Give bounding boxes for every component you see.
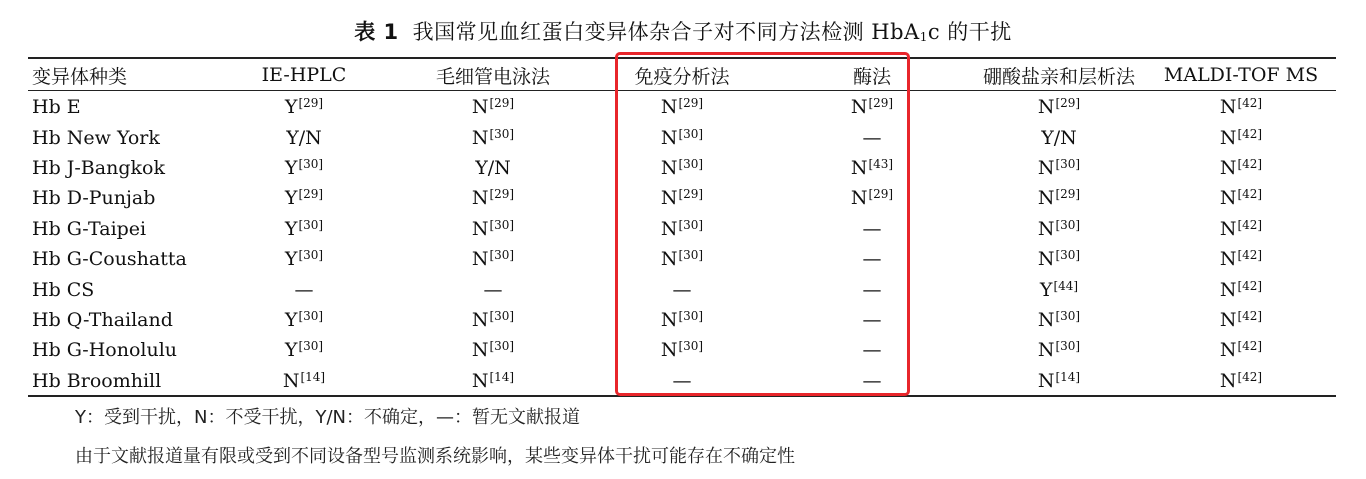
result-value: N bbox=[660, 126, 678, 149]
reference-citation: [14] bbox=[1055, 369, 1081, 384]
result-value: N bbox=[1219, 308, 1237, 331]
result-value: N bbox=[1037, 339, 1055, 362]
reference-citation: [42] bbox=[1237, 217, 1263, 232]
result-value: N bbox=[471, 339, 489, 362]
result-cell bbox=[972, 90, 1146, 122]
result-value: N bbox=[471, 217, 489, 240]
result-value: N bbox=[471, 126, 489, 149]
result-cell bbox=[394, 335, 592, 365]
result-value: N bbox=[1219, 248, 1237, 271]
result-cell bbox=[972, 335, 1146, 365]
result-cell bbox=[972, 274, 1146, 304]
reference-citation: [29] bbox=[1055, 96, 1081, 111]
result-value: N bbox=[1219, 156, 1237, 179]
result-cell bbox=[1146, 274, 1336, 304]
reference-citation: [30] bbox=[678, 248, 704, 263]
table-title bbox=[0, 16, 1366, 46]
reference-citation: [29] bbox=[1055, 187, 1081, 202]
col-header-maldi-tof-ms: MALDI-TOF MS bbox=[1163, 64, 1319, 86]
result-value: — bbox=[862, 217, 882, 240]
result-value: N bbox=[282, 369, 300, 392]
result-cell bbox=[972, 122, 1146, 152]
reference-citation: [42] bbox=[1237, 369, 1263, 384]
result-value: — bbox=[294, 278, 314, 301]
col-header-enzymatic: 酶法 bbox=[852, 65, 891, 88]
result-value: Y bbox=[1039, 278, 1053, 301]
reference-citation: [29] bbox=[489, 96, 515, 111]
result-value: N bbox=[1037, 308, 1055, 331]
highlight-box bbox=[615, 52, 910, 396]
result-value: Y bbox=[284, 217, 298, 240]
title-text-end: c 的干扰 bbox=[927, 20, 1012, 44]
result-value: Y bbox=[284, 156, 298, 179]
result-cell bbox=[1146, 122, 1336, 152]
variant-name: Hb E bbox=[32, 96, 81, 119]
result-cell bbox=[1146, 305, 1336, 335]
reference-citation: [30] bbox=[1055, 339, 1081, 354]
result-value: N bbox=[1219, 187, 1237, 210]
result-value: N bbox=[1219, 96, 1237, 119]
variant-name: Hb CS bbox=[32, 278, 95, 301]
result-value: — bbox=[862, 369, 882, 392]
reference-citation: [30] bbox=[489, 308, 515, 323]
result-value: — bbox=[862, 308, 882, 331]
result-value: N bbox=[471, 308, 489, 331]
result-cell bbox=[214, 153, 394, 183]
reference-citation: [30] bbox=[1055, 217, 1081, 232]
reference-citation: [42] bbox=[1237, 156, 1263, 171]
reference-citation: [42] bbox=[1237, 126, 1263, 141]
reference-citation: [42] bbox=[1237, 187, 1263, 202]
result-cell bbox=[972, 183, 1146, 213]
result-value: N bbox=[1037, 96, 1055, 119]
result-value: Y/N bbox=[286, 126, 322, 149]
reference-citation: [30] bbox=[298, 156, 324, 171]
reference-citation: [14] bbox=[489, 369, 515, 384]
result-cell bbox=[394, 153, 592, 183]
result-cell bbox=[214, 274, 394, 304]
result-cell bbox=[972, 214, 1146, 244]
result-value: — bbox=[483, 278, 503, 301]
result-value: Y bbox=[284, 96, 298, 119]
reference-citation: [43] bbox=[868, 156, 894, 171]
result-cell bbox=[972, 366, 1146, 396]
result-cell bbox=[214, 122, 394, 152]
result-cell bbox=[394, 366, 592, 396]
result-cell bbox=[214, 183, 394, 213]
variant-name: Hb D-Punjab bbox=[32, 187, 156, 210]
result-value: Y bbox=[284, 308, 298, 331]
title-text: 我国常见血红蛋白变异体杂合子对不同方法检测 HbA bbox=[412, 20, 920, 44]
result-value: N bbox=[660, 156, 678, 179]
result-value: — bbox=[672, 369, 692, 392]
variant-name: Hb Broomhill bbox=[32, 369, 162, 392]
variant-name: Hb Q-Thailand bbox=[32, 308, 173, 331]
result-value: N bbox=[471, 248, 489, 271]
col-header-capillary-electrophoresis: 毛细管电泳法 bbox=[435, 65, 550, 88]
result-value: — bbox=[862, 339, 882, 362]
result-value: N bbox=[660, 308, 678, 331]
result-cell bbox=[214, 244, 394, 274]
reference-citation: [30] bbox=[298, 339, 324, 354]
result-value: N bbox=[660, 339, 678, 362]
reference-citation: [30] bbox=[1055, 156, 1081, 171]
reference-citation: [30] bbox=[1055, 308, 1081, 323]
variant-name: Hb G-Coushatta bbox=[32, 248, 187, 271]
result-value: Y bbox=[284, 339, 298, 362]
result-cell bbox=[1146, 214, 1336, 244]
reference-citation: [30] bbox=[489, 217, 515, 232]
col-header-boronate-affinity: 硼酸盐亲和层析法 bbox=[982, 65, 1135, 88]
result-value: N bbox=[471, 369, 489, 392]
reference-citation: [14] bbox=[300, 369, 326, 384]
result-cell bbox=[214, 335, 394, 365]
result-value: N bbox=[1219, 339, 1237, 362]
result-value: N bbox=[660, 96, 678, 119]
reference-citation: [42] bbox=[1237, 96, 1263, 111]
reference-citation: [29] bbox=[868, 96, 894, 111]
reference-citation: [29] bbox=[868, 187, 894, 202]
result-cell bbox=[394, 214, 592, 244]
col-header-immunoassay: 免疫分析法 bbox=[634, 65, 730, 88]
result-cell bbox=[394, 183, 592, 213]
result-cell bbox=[972, 305, 1146, 335]
reference-citation: [30] bbox=[678, 126, 704, 141]
reference-citation: [29] bbox=[298, 96, 324, 111]
result-value: N bbox=[1037, 369, 1055, 392]
result-value: N bbox=[1219, 126, 1237, 149]
result-cell bbox=[1146, 335, 1336, 365]
reference-citation: [29] bbox=[678, 96, 704, 111]
reference-citation: [44] bbox=[1053, 278, 1079, 293]
reference-citation: [29] bbox=[489, 187, 515, 202]
result-value: N bbox=[850, 96, 868, 119]
reference-citation: [30] bbox=[298, 217, 324, 232]
reference-citation: [42] bbox=[1237, 248, 1263, 263]
result-cell bbox=[1146, 90, 1336, 122]
reference-citation: [42] bbox=[1237, 339, 1263, 354]
result-cell bbox=[214, 90, 394, 122]
result-value: — bbox=[862, 278, 882, 301]
result-value: N bbox=[1219, 217, 1237, 240]
result-cell bbox=[1146, 153, 1336, 183]
result-cell bbox=[214, 305, 394, 335]
result-cell bbox=[214, 214, 394, 244]
reference-citation: [30] bbox=[298, 308, 324, 323]
result-cell bbox=[1146, 366, 1336, 396]
result-cell bbox=[394, 244, 592, 274]
result-value: N bbox=[1037, 248, 1055, 271]
result-value: Y bbox=[284, 248, 298, 271]
result-cell bbox=[394, 305, 592, 335]
variant-name: Hb New York bbox=[32, 126, 160, 149]
result-value: — bbox=[862, 248, 882, 271]
legend-note: Y：受到干扰，N：不受干扰，Y/N：不确定，—：暂无文献报道 bbox=[75, 407, 580, 428]
result-value: N bbox=[1219, 278, 1237, 301]
col-header-ie-hplc: IE-HPLC bbox=[261, 64, 347, 86]
result-cell bbox=[972, 153, 1146, 183]
result-cell bbox=[394, 274, 592, 304]
result-cell bbox=[394, 122, 592, 152]
reference-citation: [30] bbox=[678, 156, 704, 171]
reference-citation: [29] bbox=[678, 187, 704, 202]
result-value: N bbox=[850, 156, 868, 179]
reference-citation: [30] bbox=[489, 248, 515, 263]
reference-citation: [42] bbox=[1237, 278, 1263, 293]
title-subscript: 1 bbox=[919, 30, 928, 44]
result-value: N bbox=[850, 187, 868, 210]
reference-citation: [42] bbox=[1237, 308, 1263, 323]
result-value: Y/N bbox=[475, 156, 511, 179]
result-cell bbox=[972, 244, 1146, 274]
uncertainty-note: 由于文献报道量有限或受到不同设备型号监测系统影响，某些变异体干扰可能存在不确定性 bbox=[75, 446, 795, 467]
reference-citation: [30] bbox=[1055, 248, 1081, 263]
result-cell bbox=[394, 90, 592, 122]
result-value: — bbox=[672, 278, 692, 301]
reference-citation: [30] bbox=[678, 308, 704, 323]
reference-citation: [30] bbox=[489, 126, 515, 141]
reference-citation: [30] bbox=[298, 248, 324, 263]
variant-name: Hb G-Honolulu bbox=[32, 339, 178, 362]
result-value: N bbox=[660, 187, 678, 210]
result-cell bbox=[214, 366, 394, 396]
result-value: N bbox=[1037, 156, 1055, 179]
result-value: N bbox=[1037, 187, 1055, 210]
result-value: N bbox=[660, 217, 678, 240]
result-value: N bbox=[1037, 217, 1055, 240]
col-header-variant: 变异体种类 bbox=[32, 65, 128, 88]
reference-citation: [29] bbox=[298, 187, 324, 202]
result-value: N bbox=[471, 187, 489, 210]
table-number: 表 1 bbox=[354, 20, 399, 44]
result-value: — bbox=[862, 126, 882, 149]
reference-citation: [30] bbox=[678, 339, 704, 354]
variant-name: Hb G-Taipei bbox=[32, 217, 147, 240]
result-cell bbox=[1146, 244, 1336, 274]
result-cell bbox=[1146, 183, 1336, 213]
result-value: N bbox=[471, 96, 489, 119]
reference-citation: [30] bbox=[678, 217, 704, 232]
result-value: Y/N bbox=[1041, 126, 1077, 149]
reference-citation: [30] bbox=[489, 339, 515, 354]
result-value: N bbox=[660, 248, 678, 271]
variant-name: Hb J-Bangkok bbox=[32, 156, 165, 179]
result-value: Y bbox=[284, 187, 298, 210]
result-value: N bbox=[1219, 369, 1237, 392]
